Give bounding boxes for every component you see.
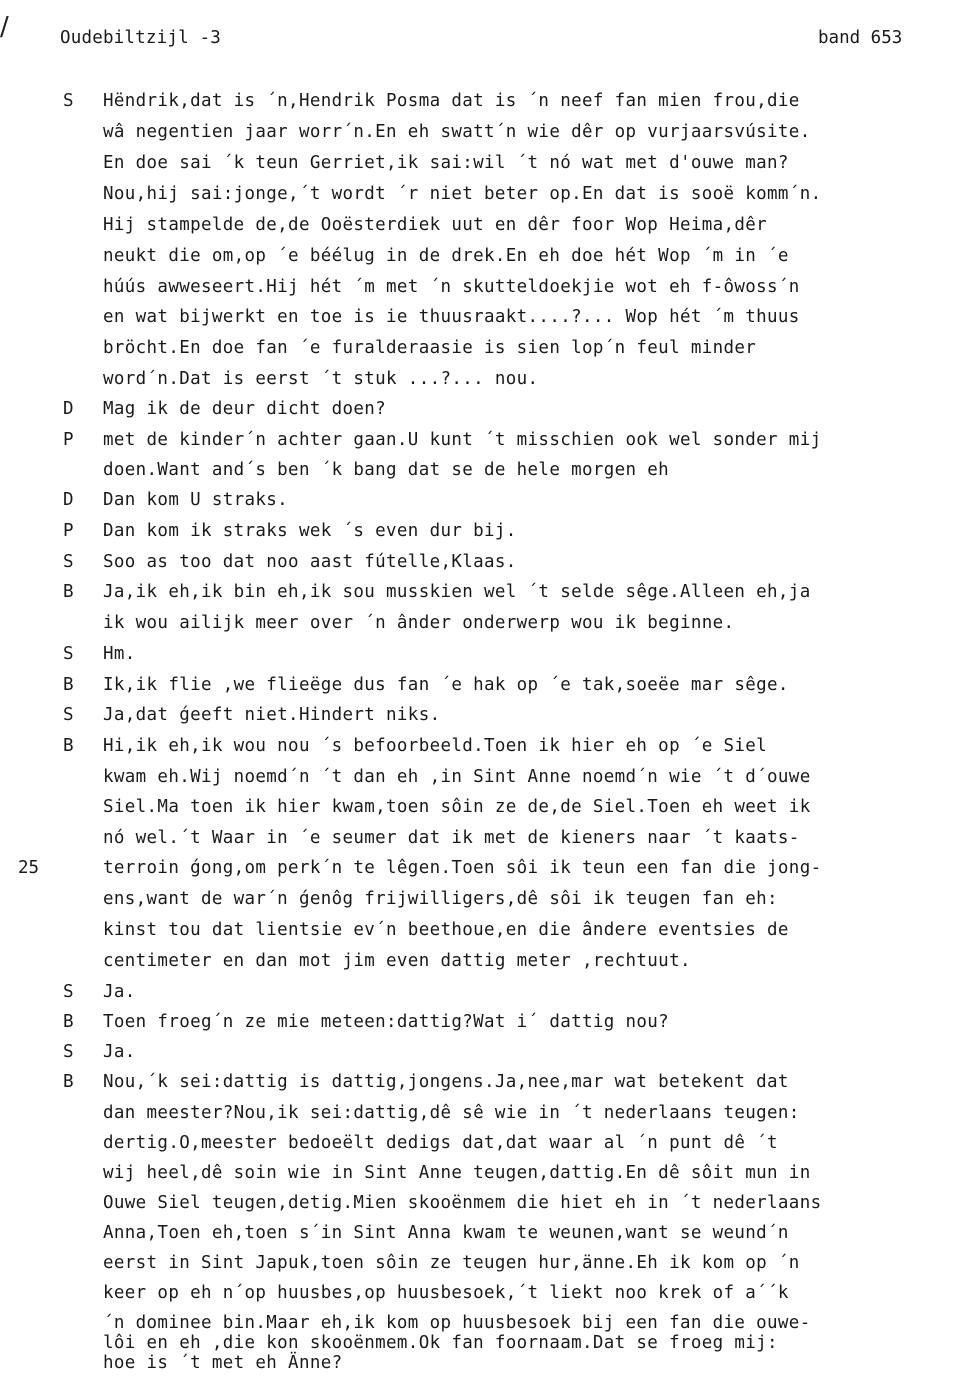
text-line: en wat bijwerkt en toe is ie thuusraakt....?... Wop hét ´m thuus (103, 307, 800, 327)
page-title: Oudebiltzijl -3 (60, 28, 222, 48)
speaker-label: B (63, 1012, 74, 1032)
corner-mark: / (0, 12, 9, 42)
text-line: kinst tou dat lientsie ev´n beethoue,en die ândere eventsies de (103, 920, 789, 940)
text-line: Dan kom U straks. (103, 490, 289, 510)
text-line: ens,want de war´n ǵenôg frijwilligers,dê sôi ik teugen fan eh: (103, 889, 778, 909)
speaker-label: S (63, 91, 74, 111)
text-line: centimeter en dan mot jim even dattig meter ,rechtuut. (103, 951, 691, 971)
text-line: ´n dominee bin.Maar eh,ik kom op huusbesoek bij een fan die ouwe- (103, 1313, 811, 1333)
text-line: Nou,hij sai:jonge,´t wordt ´r niet beter op.En dat is sooë komm´n. (103, 184, 822, 204)
text-line: Dan kom ik straks wek ´s even dur bij. (103, 521, 517, 541)
text-line: neukt die om,op ´e béélug in de drek.En eh doe hét Wop ´m in ´e (103, 246, 789, 266)
band-number: band 653 (818, 28, 903, 48)
text-line: Anna,Toen eh,toen s´in Sint Anna kwam te weunen,want se weund´n (103, 1223, 789, 1243)
text-line: Hi,ik eh,ik wou nou ´s befoorbeeld.Toen ik hier eh op ´e Siel (103, 736, 768, 756)
speaker-label: S (63, 552, 74, 572)
speaker-label: S (63, 982, 74, 1002)
text-line: Siel.Ma toen ik hier kwam,toen sôin ze de,de Siel.Toen eh weet ik (103, 797, 811, 817)
text-line: Toen froeg´n ze mie meteen:dattig?Wat i´ dattig nou? (103, 1012, 670, 1032)
text-line: wij heel,dê soin wie in Sint Anne teugen,dattig.En dê sôit mun in (103, 1163, 811, 1183)
text-line: nó wel.´t Waar in ´e seumer dat ik met de kieners naar ´t kaats- (103, 828, 800, 848)
text-line: ik wou ailijk meer over ´n ânder onderwerp wou ik beginne. (103, 613, 735, 633)
speaker-label: B (63, 736, 74, 756)
text-line: terroin ǵong,om perk´n te lêgen.Toen sôi ik teun een fan die jong- (103, 858, 822, 878)
text-line: hoe is ´t met eh Änne? (103, 1353, 343, 1373)
text-line: kwam eh.Wij noemd´n ´t dan eh ,in Sint Anne noemd´n wie ´t d´ouwe (103, 767, 811, 787)
speaker-label: S (63, 705, 74, 725)
text-line: Ouwe Siel teugen,detig.Mien skooënmem die hiet eh in ´t nederlaans (103, 1193, 822, 1213)
text-line: Ja,ik eh,ik bin eh,ik sou musskien wel ´t selde sêge.Alleen eh,ja (103, 582, 811, 602)
text-line: Ja. (103, 982, 136, 1002)
text-line: word´n.Dat is eerst ´t stuk ...?... nou. (103, 369, 539, 389)
speaker-label: P (63, 430, 74, 450)
speaker-label: B (63, 675, 74, 695)
speaker-label: P (63, 521, 74, 541)
text-line: eerst in Sint Japuk,toen sôin ze teugen hur,änne.Eh ik kom op ´n (103, 1253, 800, 1273)
text-line: Nou,´k sei:dattig is dattig,jongens.Ja,nee,mar wat betekent dat (103, 1072, 789, 1092)
text-line: Soo as too dat noo aast fútelle,Klaas. (103, 552, 517, 572)
text-line: bröcht.En doe fan ´e furalderaasie is sien lop´n feul minder (103, 338, 757, 358)
text-line: Ja,dat ǵeeft niet.Hindert niks. (103, 705, 441, 725)
text-line: Ja. (103, 1042, 136, 1062)
text-line: Mag ik de deur dicht doen? (103, 399, 387, 419)
text-line: En doe sai ´k teun Gerriet,ik sai:wil ´t nó wat met d'ouwe man? (103, 153, 789, 173)
text-line: wâ negentien jaar worr´n.En eh swatt´n wie dêr op vurjaarsvúsite. (103, 122, 811, 142)
speaker-label: D (63, 490, 74, 510)
text-line: dertig.O,meester bedoeëlt dedigs dat,dat waar al ´n punt dê ´t (103, 1133, 778, 1153)
text-line: Ik,ik flie ,we flieëge dus fan ´e hak op ´e tak,soeëe mar sêge. (103, 675, 789, 695)
text-line: húús awweseert.Hij hét ´m met ´n skutteldoekjie wot eh f-ôwoss´n (103, 277, 800, 297)
text-line: lôi en eh ,die kon skooënmem.Ok fan foornaam.Dat se froeg mij: (103, 1333, 778, 1353)
speaker-label: B (63, 582, 74, 602)
speaker-label: S (63, 644, 74, 664)
text-line: keer op eh n´op huusbes,op huusbesoek,´t liekt noo krek of a´´k (103, 1283, 789, 1303)
speaker-label: D (63, 399, 74, 419)
text-line: Hm. (103, 644, 136, 664)
text-line: Hëndrik,dat is ´n,Hendrik Posma dat is ´n neef fan mien frou,die (103, 91, 800, 111)
speaker-label: B (63, 1072, 74, 1092)
speaker-label: S (63, 1042, 74, 1062)
text-line: met de kinder´n achter gaan.U kunt ´t misschien ook wel sonder mij (103, 430, 822, 450)
text-line: dan meester?Nou,ik sei:dattig,dê sê wie in ´t nederlaans teugen: (103, 1103, 800, 1123)
text-line: Hij stampelde de,de Ooësterdiek uut en dêr foor Wop Heima,dêr (103, 215, 768, 235)
margin-line-number: 25 (18, 858, 40, 878)
text-line: doen.Want and´s ben ´k bang dat se de hele morgen eh (103, 460, 670, 480)
